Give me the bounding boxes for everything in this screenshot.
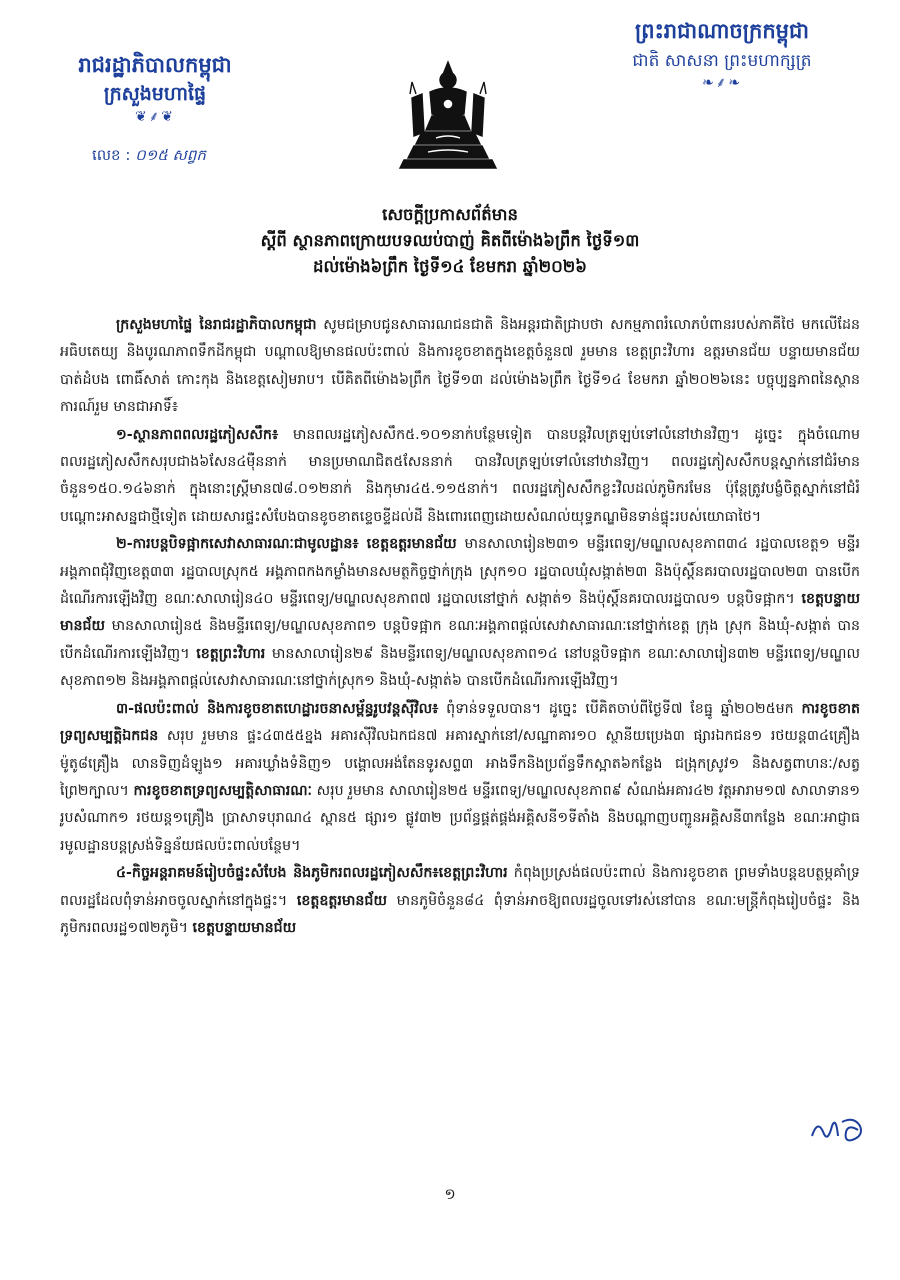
section-2-province-3: ខេត្តព្រះវិហារ (196, 645, 266, 662)
intro-paragraph (60, 312, 860, 422)
section-2-heading: ២-ការបន្តបិទផ្អាកសេវាសាធារណៈជាមូលដ្ឋាន៖ (116, 536, 359, 553)
government-name: រាជរដ្ឋាភិបាលកម្ពុជា (78, 53, 232, 77)
section-3 (60, 696, 860, 860)
reference-label: លេខ : (92, 146, 131, 164)
section-4-province-1: ខេត្តព្រះវិហារ (438, 865, 508, 882)
reference-number (92, 146, 206, 168)
ornament-icon: ❦⸙❦ (135, 109, 175, 125)
section-4 (60, 860, 860, 942)
section-2-text-3: មានសាលារៀន២៩ និងមន្ទីរពេទ្យ/មណ្ឌលសុខភាព១៤ នៅបន្តបិទផ្អាក ខណៈសាលារៀន៣២ មន្ទីរពេទ្យ/មណ្ឌលសុខភាព១២ និងអង្គភាពផ្តល់សេវាសាធារណៈនៅថ្នាក់ស្រុក១ និងឃុំ-សង្កាត់៦ បានបើកដំណើរការឡើងវិញ។ (60, 645, 860, 690)
section-3-text-1: ពុំទាន់ទទួលបាន។ ដូច្នេះ បើគិតចាប់ពីថ្ងៃទី៧ ខែធ្នូ ឆ្នាំ២០២៥មក (438, 700, 802, 717)
section-2-text-1: មានសាលារៀន២៣១ មន្ទីរពេទ្យ/មណ្ឌលសុខភាព៣៤ រដ្ឋបាលខេត្ត១ មន្ទីរអង្គភាពជុំវិញខេត្ត៣៣ រដ្ឋបាលស្រុក៥ អង្គភាពកងកម្លាំងមានសមត្ថកិច្ចថ្នាក់ក្រុង ស្រុក១០ រដ្ឋបាលឃុំសង្កាត់២៣ និងប៉ុស្តិ៍នគរបាលរដ្ឋបាល២៣ បានបើកដំណើរការឡើងវិញ ខណៈសាលារៀន៤០ មន្ទីរពេទ្យ/មណ្ឌលសុខភាព៧ រដ្ឋបាលនៅថ្នាក់ សង្កាត់១ និងប៉ុស្តិ៍នគរបាលរដ្ឋបាល១ បន្តបិទផ្អាក។ (60, 536, 860, 608)
reference-value: ០១៥ សព្វក (135, 146, 206, 164)
kingdom-block (572, 16, 872, 92)
intro-lead: ក្រសួងមហាផ្ទៃ នៃរាជរដ្ឋាភិបាលកម្ពុជា (116, 317, 317, 333)
intro-text: សូមជម្រាបជូនសាធារណជនជាតិ និងអន្តរជាតិជ្រាបថា សកម្មភាពរំលោភបំពានរបស់ភាគីថៃ មកលើដែនអធិបតេយ្យ និងបូរណភាពទឹកដីកម្ពុជា បណ្តាលឱ្យមានផលប៉ះពាល់ និងការខូចខាតក្នុងខេត្តចំនួន៧ រួមមាន ខេត្តព្រះវិហារ ឧត្តរមានជ័យ បន្ទាយមានជ័យ បាត់ដំបង ពោធិ៍សាត់ កោះកុង និងខេត្តសៀមរាប។ បើគិតពីម៉ោង៦ព្រឹក ថ្ងៃទី១៣ ដល់ម៉ោង៦ព្រឹក ថ្ងៃទី១៤ ខែមករា ឆ្នាំ២០២៦នេះ បច្ចុប្បន្នភាពនៃស្ថានការណ៍រួម មានជាអាទិ៍៖ (60, 317, 861, 416)
ministry-name: ក្រសួងមហាផ្ទៃ (103, 83, 207, 105)
royal-emblem-icon (392, 58, 504, 174)
section-4-province-3: ខេត្តបន្ទាយមានជ័យ (192, 919, 297, 936)
motto-ornament-icon: ❧⸙❧ (702, 75, 742, 91)
section-4-province-2: ខេត្តឧត្តរមានជ័យ (296, 892, 387, 909)
document-body (60, 312, 860, 942)
document-title (60, 202, 840, 280)
section-3-text-3: សរុប រួមមាន សាលារៀន២៥ មន្ទីរពេទ្យ/មណ្ឌលសុខភាព៩ សំណង់អគារ៤២ វត្តអារាម១៧ សាលាទាន១ រូបសំណាក១ រថយន្ត១គ្រឿង ប្រាសាទបុរាណ៤ ស្ពាន៥ ផ្សារ១ ផ្លូវ៣២ ប្រព័ន្ធផ្គត់ផ្គង់អគ្គិសនី១ទីតាំង និងបណ្តាញបញ្ជូនអគ្គិសនី៣កន្លែង ខណៈអាជ្ញាធរមូលដ្ឋានបន្តស្រង់ទិន្នន័យផលប៉ះពាល់បន្ថែម។ (60, 782, 860, 854)
title-line-1: សេចក្តីប្រកាសព័ត៌មាន (382, 205, 518, 224)
section-2-province-1: ខេត្តឧត្តរមានជ័យ (366, 536, 457, 553)
section-1-text: មានពលរដ្ឋភៀសសឹក៥.១០១នាក់បន្ថែមទៀត បានបន្តវិលត្រឡប់ទៅលំនៅឋានវិញ។ ដូច្នេះ ក្នុងចំណោមពលរដ្ឋភៀសសឹកសរុបជាង៦សែន៤ម៉ឺននាក់ មានប្រមាណជិត៥សែននាក់ បានវិលត្រឡប់ទៅលំនៅឋានវិញ។ ពលរដ្ឋភៀសសឹកបន្តស្នាក់នៅជំរំមានចំនួន១៥០.១៤៦នាក់ ក្នុងនោះស្ត្រីមាន៧៨.០១២នាក់ និងកុមារ៤៥.១១៥នាក់។ ពលរដ្ឋភៀសសឹកខ្លះវិលដល់ភូមិករមែន ប៉ុន្តែត្រូវបង្ខំចិត្តស្នាក់នៅជំរំបណ្តោះអាសន្នជាថ្មីទៀត ដោយសារផ្ទះសំបែងបានខូចខាតខ្ទេចខ្ទីដល់ដី និងពោរពេញដោយសំណល់យុទ្ធភណ្ឌមិនទាន់ផ្ទុះរបស់យោធាថៃ។ (60, 426, 860, 525)
section-2-province-2: ខេត្តបន្ទាយមានជ័យ (60, 591, 860, 635)
section-3-heading: ៣-ផលប៉ះពាល់ និងការខូចខាតហេដ្ឋារចនាសម្ព័ន្ធរូបវន្តស៊ីវិល៖ (116, 700, 439, 717)
section-3-text-2: សរុប រួមមាន ផ្ទះ៤៣៥៥ខ្នង អគារស៊ីវិលឯកជន៧ អគារស្នាក់នៅ/សណ្ឋាគារ១០ ស្ថានីយប្រេង៣ ផ្សារឯកជន១ រថយន្ត៣៤គ្រឿង ម៉ូតូ៨គ្រឿង លានទិញដំឡូង១ អគារឃ្លាំងទំនិញ១ បង្គោលអង់តែនទូរសព្ទ៣ អាងទឹកនិងប្រព័ន្ធទឹកស្អាត៦កន្លែង ជង្រុកស្រូវ១ និងសត្វពាហនៈ/សត្វព្រៃ២ក្បាល។ (60, 728, 860, 799)
section-1-heading: ១-ស្ថានភាពពលរដ្ឋភៀសសឹក៖ (116, 426, 279, 443)
section-4-heading: ៤-កិច្ចអន្តរាគមន៍រៀបចំផ្ទះសំបែង និងភូមិករពលរដ្ឋភៀសសឹក៖ (116, 865, 439, 882)
page-number: ១ (444, 1185, 456, 1203)
section-4-text-2: មានភូមិចំនួន៨៤ ពុំទាន់អាចឱ្យពលរដ្ឋចូលទៅរស់នៅបាន ខណៈមន្ត្រីកំពុងរៀបចំផ្ទះ និងភូមិករពលរដ្ឋ១៧២ភូមិ។ (60, 892, 860, 936)
section-2 (60, 531, 860, 695)
title-line-2: ស្តីពី ស្ថានភាពក្រោយបទឈប់បាញ់ គិតពីម៉ោង៦ព្រឹក ថ្ងៃទី១៣ (260, 231, 640, 250)
signature-initials-icon (808, 1112, 868, 1148)
national-motto: ជាតិ សាសនា ព្រះមហាក្សត្រ (632, 51, 812, 71)
section-2-text-2: មានសាលារៀន៥ និងមន្ទីរពេទ្យ/មណ្ឌលសុខភាព១ បន្តបិទផ្អាក ខណៈអង្គភាពផ្តល់សេវាសាធារណៈនៅថ្នាក់ខេត្ត ក្រុង ស្រុក និងឃុំ-សង្កាត់ បានបើកដំណើរការឡើងវិញ។ (60, 618, 860, 662)
title-line-3: ដល់ម៉ោង៦ព្រឹក ថ្ងៃទី១៤ ខែមករា ឆ្នាំ២០២៦ (313, 257, 587, 276)
section-1 (60, 422, 860, 532)
kingdom-name: ព្រះរាជាណាចក្រកម្ពុជា (634, 19, 809, 43)
section-3-public-damage: ការខូចខាតទ្រព្យសម្បត្តិសាធារណៈ (133, 782, 312, 799)
issuer-block (50, 50, 260, 126)
section-3-private-damage: ការខូចខាតទ្រព្យសម្បត្តិឯកជន (60, 700, 860, 745)
section-4-text-1: កំពុងប្រស្រង់ផលប៉ះពាល់ និងការខូចខាត ព្រមទាំងបន្តឧបត្ថម្ភគាំទ្រពលរដ្ឋដែលពុំទាន់អាចចូលស្នាក់នៅក្នុងផ្ទះ។ (60, 865, 860, 909)
